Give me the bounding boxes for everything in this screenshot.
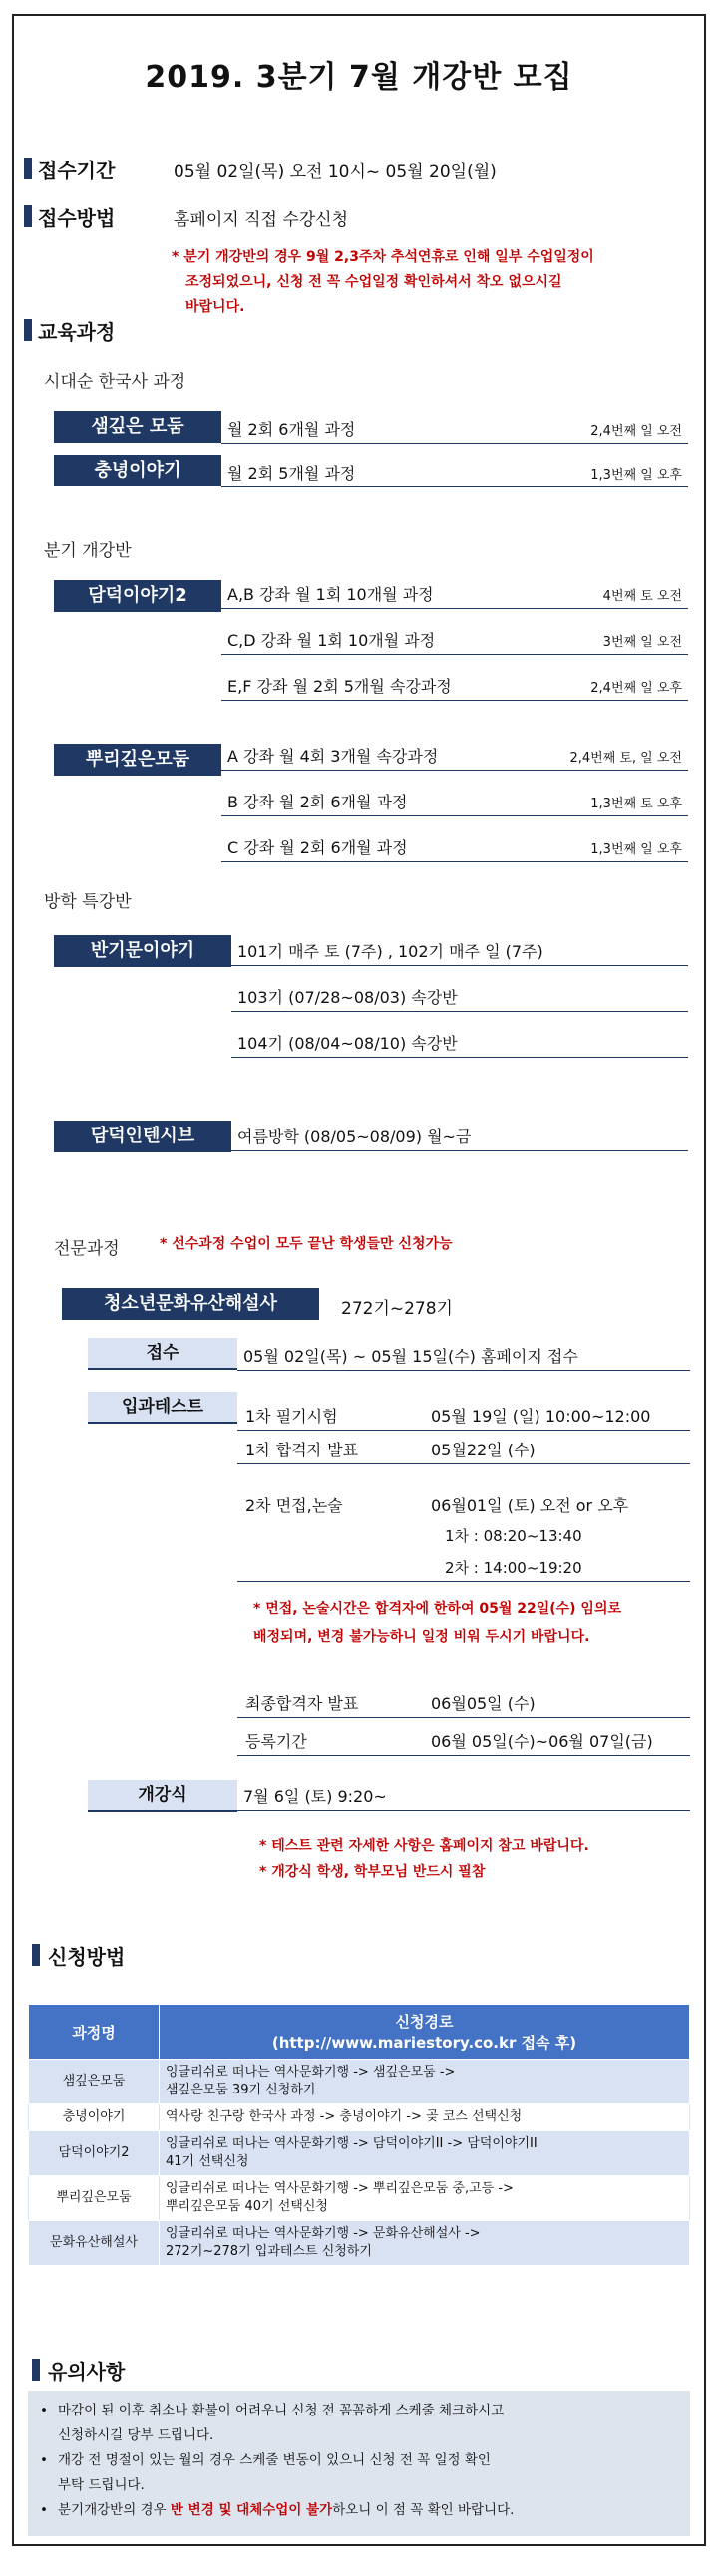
vacation-label: 방학 특강반 <box>44 892 132 912</box>
notice-item-cont <box>38 2423 680 2448</box>
section-marker <box>24 205 32 227</box>
entrance-test-tag: 입과테스트 <box>88 1392 237 1424</box>
test-interview-label: 2차 면접,논술 <box>245 1496 343 1515</box>
section-marker <box>32 2359 40 2381</box>
test-session-1: 1차 : 08:20~13:40 <box>445 1527 582 1545</box>
course-row <box>221 666 688 701</box>
course-schedule: 1,3번째 토 오후 <box>590 797 682 811</box>
course-text: B 강좌 월 2회 6개월 과정 <box>227 793 408 811</box>
course-name: 뿌리깊은모둠 <box>29 2176 160 2221</box>
course-text: 월 2회 6개월 과정 <box>227 420 356 439</box>
notice-text: 분기개강반의 경우 <box>58 2502 171 2518</box>
course-tag-heritage-guide: 청소년문화유산해설사 <box>62 1288 319 1320</box>
apply-method-label: 신청방법 <box>48 1945 126 1969</box>
expert-note: * 선수과정 수업이 모두 끝난 학생들만 신청가능 <box>160 1236 453 1252</box>
path-line: 뿌리깊은모둠 40기 선택신청 <box>166 2199 328 2214</box>
course-tag-damdeok2: 담덕이야기2 <box>54 580 221 612</box>
course-text: 104기 (08/04~08/10) 속강반 <box>237 1034 458 1053</box>
path-line: 샘깊은모둠 39기 신청하기 <box>166 2083 316 2097</box>
course-row <box>231 1023 688 1058</box>
method-note-2: 조정되었으니, 신청 전 꼭 수업일정 확인하셔서 착오 없으시길 <box>185 274 562 290</box>
course-row <box>221 620 688 655</box>
course-text: 여름방학 (08/05~08/09) 월~금 <box>237 1127 472 1146</box>
notice-box <box>28 2391 690 2536</box>
apply-row <box>237 1336 690 1371</box>
course-tag-ppurigipeun: 뿌리깊은모둠 <box>54 744 221 776</box>
course-schedule: 3번째 일 오전 <box>602 635 682 650</box>
course-name: 문화유산해설사 <box>29 2221 160 2266</box>
chrono-label: 시대순 한국사 과정 <box>44 372 186 392</box>
col-path-url: (http://www.mariestory.co.kr 접속 후) <box>271 2034 577 2052</box>
notice-text: 신청하시길 당부 드립니다. <box>58 2427 214 2443</box>
expert-note-a: * 테스트 관련 자세한 사항은 홈페이지 참고 바랍니다. <box>259 1838 589 1854</box>
test-written-label: 1차 필기시험 <box>245 1407 338 1426</box>
registration-label: 등록기간 <box>245 1732 307 1751</box>
table-header-row <box>29 2005 690 2060</box>
course-tag-saemgipeun: 샘깊은 모둠 <box>54 411 221 443</box>
course-tag-damdeok-intensive: 담덕인텐시브 <box>54 1121 231 1152</box>
notice-text: 하오니 이 점 꼭 확인 바랍니다. <box>332 2502 515 2518</box>
notice-highlight: 반 변경 및 대체수업이 불가 <box>170 2502 333 2518</box>
course-row <box>221 782 688 816</box>
table-row <box>29 2060 690 2104</box>
notice-item-cont <box>38 2473 680 2498</box>
table-row <box>29 2104 690 2131</box>
method-note-3: 바랍니다. <box>185 299 245 315</box>
course-path <box>160 2221 690 2266</box>
col-path <box>160 2005 690 2060</box>
notice-item <box>38 2399 680 2423</box>
course-name: 충녕이야기 <box>29 2104 160 2131</box>
path-line: 잉글리쉬로 떠나는 역사문화기행 -> 뿌리깊은모둠 중,고등 -> <box>166 2181 514 2196</box>
opening-ceremony-tag: 개강식 <box>88 1780 237 1812</box>
section-marker <box>32 1944 40 1966</box>
course-text: E,F 강좌 월 2회 5개월 속강과정 <box>227 677 452 696</box>
final-pass-label: 최종합격자 발표 <box>245 1694 359 1713</box>
course-name: 샘깊은모둠 <box>29 2060 160 2104</box>
notice-text: 개강 전 명절이 있는 월의 경우 스케줄 변동이 있으니 신청 전 꼭 일정 확인 <box>58 2452 491 2468</box>
course-path <box>160 2060 690 2104</box>
course-row <box>221 574 688 609</box>
col-course: 과정명 <box>29 2005 160 2060</box>
page-title: 2019. 3분기 7월 개강반 모집 <box>145 60 573 95</box>
course-text: C 강좌 월 2회 6개월 과정 <box>227 838 408 857</box>
recruitment-notice <box>12 14 706 2546</box>
divider <box>237 1581 690 1582</box>
course-schedule: 1,3번째 일 오후 <box>590 842 682 857</box>
course-row <box>231 977 688 1012</box>
course-tag-bangimun: 반기문이야기 <box>54 935 231 967</box>
expert-note-b: * 개강식 학생, 학부모님 반드시 필참 <box>259 1864 486 1880</box>
path-line: 역사랑 친구랑 한국사 과정 -> 충녕이야기 -> 곶 코스 선택신청 <box>166 2109 523 2124</box>
notice-item <box>38 2448 680 2473</box>
test-pass1-date: 05월22일 (수) <box>431 1441 536 1459</box>
course-schedule: 2,4번째 일 오후 <box>590 681 682 696</box>
course-schedule: 2,4번째 일 오전 <box>590 424 682 439</box>
section-marker <box>24 158 32 179</box>
test-written-date: 05월 19일 (일) 10:00~12:00 <box>431 1407 651 1426</box>
notice-label: 유의사항 <box>48 2360 126 2384</box>
notice-item <box>38 2498 680 2523</box>
course-row <box>231 1117 688 1151</box>
test-session-2: 2차 : 14:00~19:20 <box>445 1559 582 1577</box>
course-path <box>160 2176 690 2221</box>
course-schedule: 4번째 토 오전 <box>602 589 682 604</box>
method-note-1: * 분기 개강반의 경우 9월 2,3주차 추석연휴로 인해 일부 수업일정이 <box>172 249 594 265</box>
bullet-icon: • <box>40 2452 48 2468</box>
course-text: C,D 강좌 월 1회 10개월 과정 <box>227 631 436 650</box>
method-label: 접수방법 <box>38 206 116 230</box>
test-interview-date: 06월01일 (토) 오전 or 오후 <box>431 1496 629 1515</box>
course-text: 101기 매주 토 (7주) , 102기 매주 일 (7주) <box>237 942 543 961</box>
notice-text: 부탁 드립니다. <box>58 2477 145 2493</box>
registration-date: 06월 05일(수)~06월 07일(금) <box>431 1732 653 1751</box>
test-pass1-label: 1차 합격자 발표 <box>245 1441 359 1459</box>
course-row <box>231 931 688 966</box>
course-row <box>221 409 688 444</box>
col-path-title: 신청경로 <box>395 2013 454 2031</box>
divider <box>237 1755 690 1756</box>
course-schedule: 1,3번째 일 오후 <box>590 468 682 483</box>
test-note-1: * 면접, 논술시간은 합격자에 한하여 05월 22일(수) 임의로 <box>253 1601 621 1617</box>
course-text: 103기 (07/28~08/03) 속강반 <box>237 988 458 1007</box>
section-marker <box>24 319 32 341</box>
bullet-icon: • <box>40 2502 48 2518</box>
apply-tag: 접수 <box>88 1338 237 1370</box>
divider <box>237 1463 690 1464</box>
course-tag-chungnyeong: 충녕이야기 <box>54 455 221 486</box>
apply-text: 05월 02일(목) ~ 05월 15일(수) 홈페이지 접수 <box>243 1347 578 1366</box>
method-value: 홈페이지 직접 수강신청 <box>174 210 349 230</box>
path-line: 잉글리쉬로 떠나는 역사문화기행 -> 문화유산해설사 -> <box>166 2226 481 2241</box>
course-path <box>160 2104 690 2131</box>
divider <box>237 1430 690 1431</box>
divider <box>237 1717 690 1718</box>
table-row <box>29 2221 690 2266</box>
expert-generation: 272기~278기 <box>341 1299 453 1319</box>
path-line: 41기 선택신청 <box>166 2154 249 2169</box>
course-text: A,B 강좌 월 1회 10개월 과정 <box>227 585 434 604</box>
education-label: 교육과정 <box>38 320 116 344</box>
course-text: 월 2회 5개월 과정 <box>227 464 356 483</box>
course-row <box>221 453 688 487</box>
opening-row <box>237 1776 690 1811</box>
table-row <box>29 2176 690 2221</box>
path-line: 잉글리쉬로 떠나는 역사문화기행 -> 담덕이야기II -> 담덕이야기II <box>166 2136 538 2151</box>
quarter-label: 분기 개강반 <box>44 541 132 561</box>
reception-label: 접수기간 <box>38 159 116 182</box>
expert-label: 전문과정 <box>54 1239 120 1259</box>
course-text: A 강좌 월 4회 3개월 속강과정 <box>227 747 439 766</box>
course-path <box>160 2131 690 2176</box>
course-row <box>221 736 688 771</box>
table-row <box>29 2131 690 2176</box>
bullet-icon: • <box>40 2403 48 2418</box>
final-pass-date: 06월05일 (수) <box>431 1694 536 1713</box>
path-line: 잉글리쉬로 떠나는 역사문화기행 -> 샘깊은모둠 -> <box>166 2065 456 2080</box>
course-row <box>221 827 688 862</box>
notice-text: 마감이 된 이후 취소나 환불이 어려우니 신청 전 꼼꼼하게 스케줄 체크하시고 <box>58 2403 505 2418</box>
test-note-2: 배정되며, 변경 불가능하니 일정 비워 두시기 바랍니다. <box>253 1629 590 1645</box>
opening-date: 7월 6일 (토) 9:20~ <box>243 1787 387 1806</box>
course-schedule: 2,4번째 토, 일 오전 <box>569 751 682 766</box>
reception-value: 05월 02일(목) 오전 10시~ 05월 20일(월) <box>174 162 497 182</box>
course-name: 담덕이야기2 <box>29 2131 160 2176</box>
path-line: 272기~278기 입과테스트 신청하기 <box>166 2244 372 2259</box>
application-table <box>28 2004 690 2266</box>
